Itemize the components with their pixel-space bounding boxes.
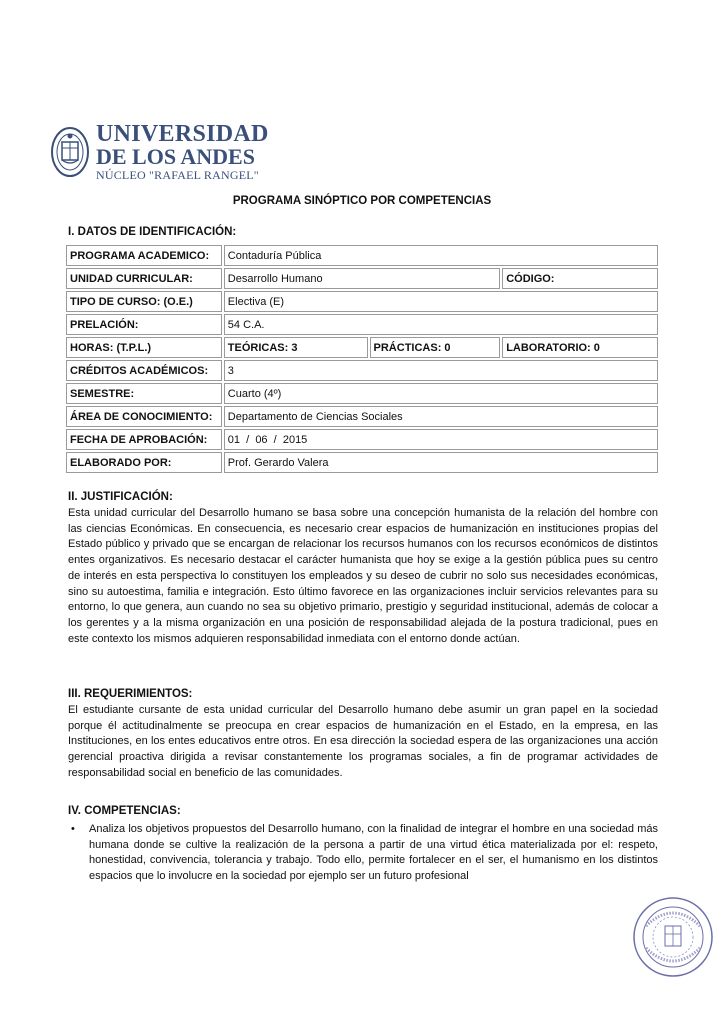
prelacion-value: 54 C.A.: [224, 314, 658, 335]
codigo-label: CÓDIGO:: [502, 268, 658, 289]
programa-value: Contaduría Pública: [224, 245, 658, 266]
table-row: [66, 406, 658, 427]
elaborado-label: ELABORADO POR:: [66, 452, 222, 473]
bullet-icon: •: [71, 823, 75, 835]
area-value: Departamento de Ciencias Sociales: [224, 406, 658, 427]
table-row: [66, 383, 658, 404]
laboratorio-value: LABORATORIO: 0: [502, 337, 658, 358]
creditos-value: 3: [224, 360, 658, 381]
table-row: [66, 337, 658, 358]
fecha-label: FECHA DE APROBACIÓN:: [66, 429, 222, 450]
area-label: ÁREA DE CONOCIMIENTO:: [66, 406, 222, 427]
unidad-value: Desarrollo Humano: [224, 268, 500, 289]
justification-paragraph: Esta unidad curricular del Desarrollo humano se basa sobre una concepción humanista de la relación del hombre con las ciencias Económicas. En consecuencia, es necesario crear espacios de humanización en instituciones propias del Estado público y privado que se encargan de relacionar los recursos humanos con los recursos económicos de distintos entes organizativos. Es necesario destacar el carácter humanista que hoy se exige a la gestión pública pues su centro de interés en esta perspectiva lo constituyen los empleados y su deseo de cubrir no solo sus necesidades económicas, sino su autoestima, familia e integración. Esto último favorece en las organizaciones incluir servicios relevantes para su entorno, lo que genera, aun cuando no sea su objetivo primario, prestigio y seguridad institucional, además de colocar a los gerentes y a la misma organización en una posición de responsabilidad alejada de la postura tradicional, pues en este contexto los mismos adquieren responsabilidad inmediata con el entorno donde actúan.: [68, 507, 658, 645]
section-requirements-heading: III. REQUERIMIENTOS:: [68, 688, 193, 700]
unidad-label: UNIDAD CURRICULAR:: [66, 268, 222, 289]
fecha-value: 01 / 06 / 2015: [224, 429, 658, 450]
horas-label: HORAS: (T.P.L.): [66, 337, 222, 358]
creditos-label: CRÉDITOS ACADÉMICOS:: [66, 360, 222, 381]
practicas-value: PRÁCTICAS: 0: [370, 337, 501, 358]
teoricas-value: TEÓRICAS: 3: [224, 337, 368, 358]
section-competencies-heading: IV. COMPETENCIAS:: [68, 805, 181, 817]
competency-text: Analiza los objetivos propuestos del Desarrollo humano, con la finalidad de integrar el hombre en una sociedad más humana donde se cultive la realización de la persona a partir de una virtud ética materializada por el: respeto, honestidad, convivencia, tolerancia y trabajo. Todo ello, permite fortalecer en el ser, el humanismo en los distintos espacios que lo involucre en la sociedad por ejemplo ser un futuro profesional: [89, 823, 658, 883]
table-row: [66, 268, 658, 289]
programa-label: PROGRAMA ACADEMICO:: [66, 245, 222, 266]
elaborado-value: Prof. Gerardo Valera: [224, 452, 658, 473]
identification-table: [64, 243, 660, 475]
table-row: [66, 452, 658, 473]
logo-line-3: NÚCLEO "RAFAEL RANGEL": [96, 168, 259, 182]
university-logo: [50, 121, 269, 186]
requirements-paragraph: El estudiante cursante de esta unidad curricular del Desarrollo humano debe asumir un gran papel en la sociedad porque él actitudinalmente se preocupa en crear espacios de humanización en el Estado, en la empresa, en las Instituciones, en los entes educativos entre otros. En esa dirección la sociedad espera de las organizaciones una acción gerencial proactiva dirigida a revisar constantemente los programas sociales, a fin de programar actividades de responsabilidad social en beneficio de las comunidades.: [68, 704, 658, 779]
table-row: [66, 245, 658, 266]
tipo-label: TIPO DE CURSO: (O.E.): [66, 291, 222, 312]
tipo-value: Electiva (E): [224, 291, 658, 312]
table-row: [66, 429, 658, 450]
document-title: PROGRAMA SINÓPTICO POR COMPETENCIAS: [232, 195, 492, 207]
university-seal-icon: [50, 126, 90, 178]
section-identification-heading: I. DATOS DE IDENTIFICACIÓN:: [68, 226, 237, 238]
section-justification-heading: II. JUSTIFICACIÓN:: [68, 491, 173, 503]
semestre-label: SEMESTRE:: [66, 383, 222, 404]
logo-line-1: UNIVERSIDAD: [96, 121, 269, 147]
prelacion-label: PRELACIÓN:: [66, 314, 222, 335]
logo-wordmark: [96, 122, 269, 182]
logo-line-2: DE LOS ANDES: [96, 144, 255, 169]
table-row: [66, 291, 658, 312]
official-stamp-icon: [632, 896, 714, 978]
table-row: [66, 360, 658, 381]
semestre-value: Cuarto (4º): [224, 383, 658, 404]
table-row: [66, 314, 658, 335]
